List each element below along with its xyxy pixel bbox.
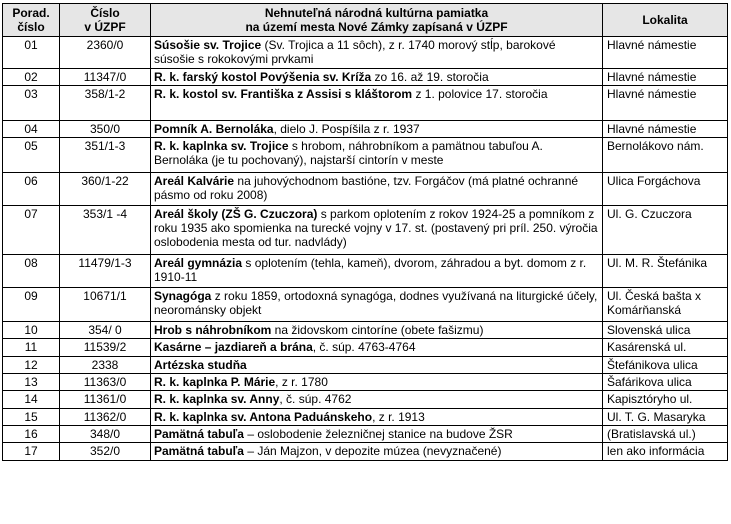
monument-name: R. k. kaplnka sv. Antona Paduánskeho <box>154 410 373 424</box>
monument-name: Pamätná tabuľa <box>154 444 244 458</box>
row-monument <box>151 322 603 339</box>
table-row <box>3 288 728 322</box>
row-order-number: 02 <box>3 69 60 86</box>
monument-description: , č. súp. 4762 <box>279 392 352 406</box>
row-monument <box>151 37 603 69</box>
row-uzpf-number: 11479/1-3 <box>60 255 151 288</box>
row-monument <box>151 138 603 173</box>
table-row <box>3 255 728 288</box>
table-body <box>3 37 728 461</box>
row-order-number: 14 <box>3 391 60 409</box>
table-row <box>3 409 728 426</box>
row-order-number: 10 <box>3 322 60 339</box>
monument-description: – oslobodenie železničnej stanice na budove ŽSR <box>243 427 513 441</box>
row-location: Šafárikova ulica <box>603 374 728 391</box>
row-order-number: 06 <box>3 173 60 206</box>
monument-description: z 1. polovice 17. storočia <box>412 87 548 101</box>
row-order-number: 01 <box>3 37 60 69</box>
monument-name: Hrob s náhrobníkom <box>154 323 272 337</box>
monument-name: Pamätná tabuľa <box>154 427 244 441</box>
row-uzpf-number: 11361/0 <box>60 391 151 409</box>
row-order-number: 17 <box>3 443 60 461</box>
monument-description: zo 16. až 19. storočia <box>371 70 489 84</box>
row-uzpf-number: 11539/2 <box>60 339 151 357</box>
table-row <box>3 391 728 409</box>
table-row <box>3 121 728 138</box>
monument-description: na juhovýchodnom bastióne, tzv. Forgáčov (má platné ochranné pásmo od roku 2008) <box>154 174 579 202</box>
row-uzpf-number: 352/0 <box>60 443 151 461</box>
row-monument <box>151 339 603 357</box>
header-monument <box>151 4 603 37</box>
table-row <box>3 339 728 357</box>
row-location: Hlavné námestie <box>603 86 728 121</box>
row-uzpf-number: 350/0 <box>60 121 151 138</box>
row-order-number: 16 <box>3 426 60 443</box>
row-location: Kapisztóryho ul. <box>603 391 728 409</box>
row-uzpf-number: 2338 <box>60 357 151 374</box>
row-monument <box>151 357 603 374</box>
row-uzpf-number: 11362/0 <box>60 409 151 426</box>
monuments-table <box>2 3 728 461</box>
row-monument <box>151 426 603 443</box>
row-monument <box>151 288 603 322</box>
monument-description: , č. súp. 4763-4764 <box>312 340 416 354</box>
table-row <box>3 206 728 255</box>
table-row <box>3 138 728 173</box>
row-order-number: 13 <box>3 374 60 391</box>
table-row <box>3 443 728 461</box>
table-row <box>3 374 728 391</box>
row-uzpf-number: 353/1 -4 <box>60 206 151 255</box>
table-row <box>3 357 728 374</box>
table-row <box>3 173 728 206</box>
row-monument <box>151 173 603 206</box>
monument-name: R. k. kaplnka sv. Trojice <box>154 139 289 153</box>
row-uzpf-number: 11347/0 <box>60 69 151 86</box>
row-order-number: 04 <box>3 121 60 138</box>
monument-description: z roku 1859, ortodoxná synagóga, dodnes využívaná na liturgické účely, neorománsky objekt <box>154 289 598 317</box>
monument-name: R. k. farský kostol Povýšenia sv. Kríža <box>154 70 372 84</box>
monument-description: (Sv. Trojica a 11 sôch), z r. 1740 morový stĺp, barokové súsošie s rokokovými prvkami <box>154 38 556 66</box>
row-monument <box>151 121 603 138</box>
monument-name: Kasárne – jazdiareň a brána <box>154 340 313 354</box>
row-location: Ul. T. G. Masaryka <box>603 409 728 426</box>
row-uzpf-number: 354/ 0 <box>60 322 151 339</box>
row-location: Hlavné námestie <box>603 37 728 69</box>
monument-name: Areál gymnázia <box>154 256 243 270</box>
monument-description: s oplotením (tehla, kameň), dvorom, záhradou a byt. domom z r. 1910-11 <box>154 256 587 284</box>
monument-name: R. k. kostol sv. Františka z Assisi s kláštorom <box>154 87 413 101</box>
row-monument <box>151 391 603 409</box>
monument-description: – Ján Majzon, v depozite múzea (nevyznačené) <box>243 444 502 458</box>
row-location: Ul. Česká bašta x Komárňanská <box>603 288 728 322</box>
monument-name: Areál Kalvárie <box>154 174 235 188</box>
header-uzpf-number-line1: Číslo <box>90 6 120 20</box>
header-order-number-line2: číslo <box>17 20 45 34</box>
header-monument-line2: na území mesta Nové Zámky zapísaná v ÚZPF <box>245 20 508 34</box>
row-monument <box>151 206 603 255</box>
row-location: len ako informácia <box>603 443 728 461</box>
row-monument <box>151 86 603 121</box>
header-order-number <box>3 4 60 37</box>
row-monument <box>151 409 603 426</box>
monument-description: , dielo J. Pospíšila z r. 1937 <box>273 122 420 136</box>
header-uzpf-number-line2: v ÚZPF <box>84 20 126 34</box>
row-monument <box>151 69 603 86</box>
row-location: Štefánikova ulica <box>603 357 728 374</box>
table-row <box>3 69 728 86</box>
row-location: Ul. M. R. Štefánika <box>603 255 728 288</box>
table-header-row <box>3 4 728 37</box>
row-order-number: 15 <box>3 409 60 426</box>
row-uzpf-number: 2360/0 <box>60 37 151 69</box>
header-location: Lokalita <box>603 4 728 37</box>
monument-description: s hrobom, náhrobníkom a pamätnou tabuľou A. Bernoláka (je tu pochovaný), najstarší cintorín v meste <box>154 139 543 167</box>
monument-name: Pomník A. Bernoláka <box>154 122 274 136</box>
row-location: Hlavné námestie <box>603 69 728 86</box>
monument-description: , z r. 1780 <box>275 375 328 389</box>
row-location: Ulica Forgáchova <box>603 173 728 206</box>
row-location: Kasárenská ul. <box>603 339 728 357</box>
row-order-number: 05 <box>3 138 60 173</box>
row-location: (Bratislavská ul.) <box>603 426 728 443</box>
table-row <box>3 37 728 69</box>
header-monument-line1: Nehnuteľná národná kultúrna pamiatka <box>264 6 489 20</box>
row-order-number: 11 <box>3 339 60 357</box>
table-row <box>3 86 728 121</box>
row-order-number: 07 <box>3 206 60 255</box>
row-monument <box>151 443 603 461</box>
table-row <box>3 322 728 339</box>
row-location: Bernolákovo nám. <box>603 138 728 173</box>
monument-name: R. k. kaplnka sv. Anny <box>154 392 280 406</box>
row-uzpf-number: 10671/1 <box>60 288 151 322</box>
row-location: Ul. G. Czuczora <box>603 206 728 255</box>
monument-name: R. k. kaplnka P. Márie <box>154 375 276 389</box>
monument-name: Artézska studňa <box>154 358 247 372</box>
row-uzpf-number: 11363/0 <box>60 374 151 391</box>
monument-name: Areál školy (ZŠ G. Czuczora) <box>154 207 318 221</box>
table-row <box>3 426 728 443</box>
row-uzpf-number: 351/1-3 <box>60 138 151 173</box>
row-location: Hlavné námestie <box>603 121 728 138</box>
row-monument <box>151 374 603 391</box>
row-monument <box>151 255 603 288</box>
row-uzpf-number: 360/1-22 <box>60 173 151 206</box>
row-uzpf-number: 358/1-2 <box>60 86 151 121</box>
row-location: Slovenská ulica <box>603 322 728 339</box>
header-order-number-line1: Porad. <box>12 6 50 20</box>
monument-name: Súsošie sv. Trojice <box>154 38 262 52</box>
row-order-number: 03 <box>3 86 60 121</box>
row-order-number: 08 <box>3 255 60 288</box>
monument-description: s parkom oplotením z rokov 1924-25 a pomníkom z roku 1935 ako spomienka na turecké vojny v 17. st. (postavený pri príl. 250. výročia oslobodenia mesta od tur. nadvlády) <box>154 207 598 249</box>
row-uzpf-number: 348/0 <box>60 426 151 443</box>
monument-description: , z r. 1913 <box>372 410 425 424</box>
row-order-number: 09 <box>3 288 60 322</box>
monument-description: na židovskom cintoríne (obete fašizmu) <box>271 323 484 337</box>
header-uzpf-number <box>60 4 151 37</box>
monument-name: Synagóga <box>154 289 212 303</box>
row-order-number: 12 <box>3 357 60 374</box>
